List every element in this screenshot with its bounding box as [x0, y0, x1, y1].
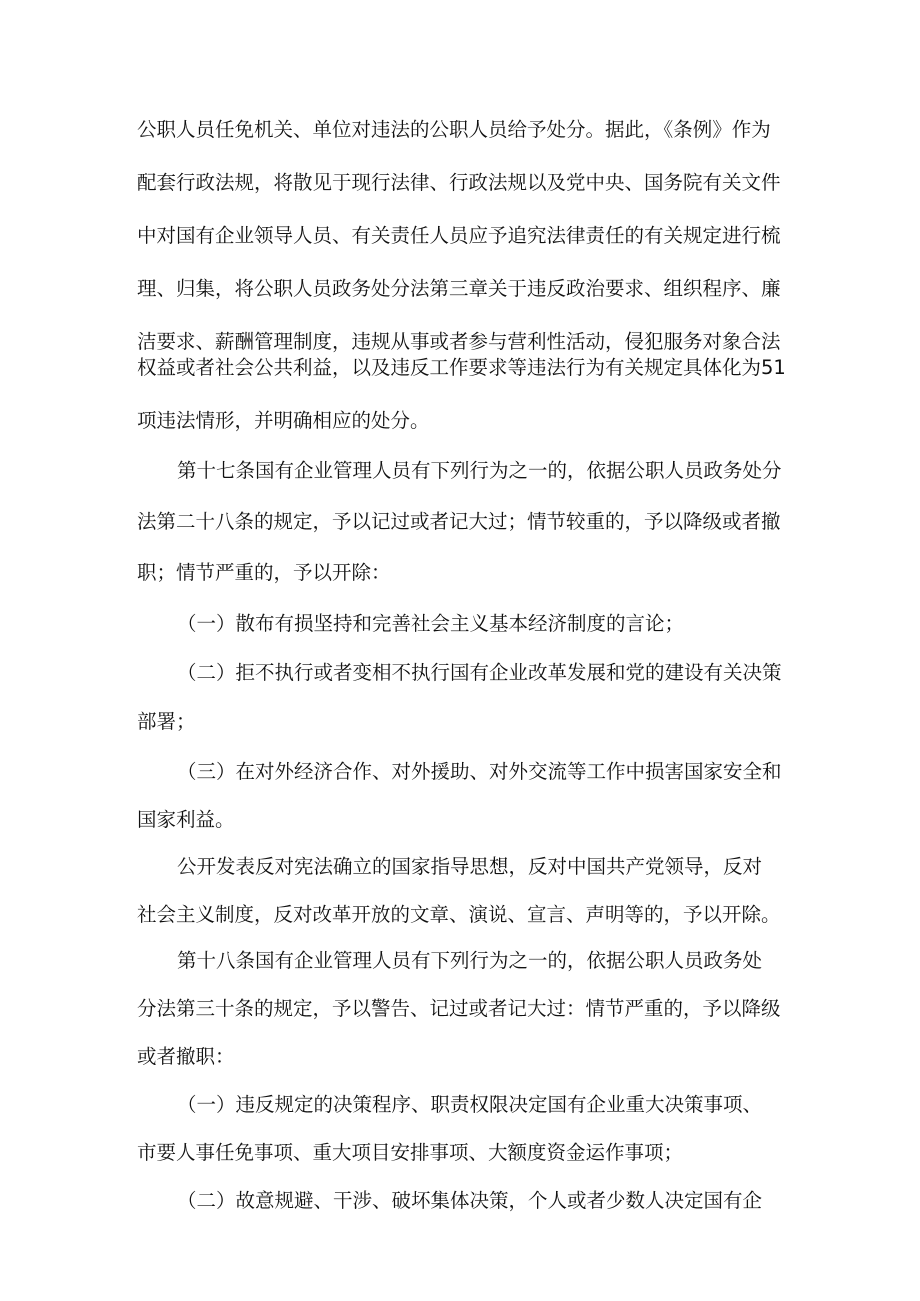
text-line: （一）散布有损坚持和完善社会主义基本经济制度的言论； [177, 612, 685, 635]
text-line: 洁要求、薪酬管理制度，违规从事或者参与营利性活动，侵犯服务对象合法 [137, 330, 781, 353]
text-line: （三）在对外经济合作、对外援助、对外交流等工作中损害国家安全和 [177, 760, 782, 783]
text-line: 项违法情形，并明确相应的处分。 [137, 409, 430, 432]
text-line: 权益或者社会公共利益，以及违反工作要求等违法行为有关规定具体化为51 [137, 356, 786, 379]
text-line: 分法第三十条的规定，予以警告、记过或者记大过：情节严重的，予以降级 [137, 997, 781, 1020]
text-line: 市要人事任免事项、重大项目安排事项、大额度资金运作事项； [137, 1141, 684, 1164]
text-line: 配套行政法规，将散见于现行法律、行政法规以及党中央、国务院有关文件 [137, 171, 781, 194]
text-line: 国家利益。 [137, 808, 235, 831]
text-line: 社会主义制度，反对改革开放的文章、演说、宣言、声明等的，予以开除。 [137, 903, 781, 926]
text-line: （二）故意规避、干涉、破坏集体决策，个人或者少数人决定国有企 [177, 1189, 763, 1212]
text-line: 第十七条国有企业管理人员有下列行为之一的，依据公职人员政务处分 [177, 459, 782, 482]
text-line: （一）违反规定的决策程序、职责权限决定国有企业重大决策事项、 [177, 1093, 763, 1116]
text-line: 第十八条国有企业管理人员有下列行为之一的，依据公职人员政务处 [177, 949, 763, 972]
text-line: 公职人员任免机关、单位对违法的公职人员给予处分。据此，《条例》作为 [137, 118, 771, 141]
text-line: 法第二十八条的规定，予以记过或者记大过；情节较重的，予以降级或者撤 [137, 510, 781, 533]
text-line: 理、归集，将公职人员政务处分法第三章关于违反政治要求、组织程序、廉 [137, 277, 781, 300]
text-line: （二）拒不执行或者变相不执行国有企业改革发展和党的建设有关决策 [177, 661, 782, 684]
text-line: 公开发表反对宪法确立的国家指导思想，反对中国共产党领导，反对 [177, 855, 763, 878]
text-line: 中对国有企业领导人员、有关责任人员应予追究法律责任的有关规定进行梳 [137, 224, 781, 247]
text-line: 或者撤职： [137, 1045, 235, 1068]
text-line: 职；情节严重的，予以开除： [137, 561, 391, 584]
text-line: 部署； [137, 710, 196, 733]
